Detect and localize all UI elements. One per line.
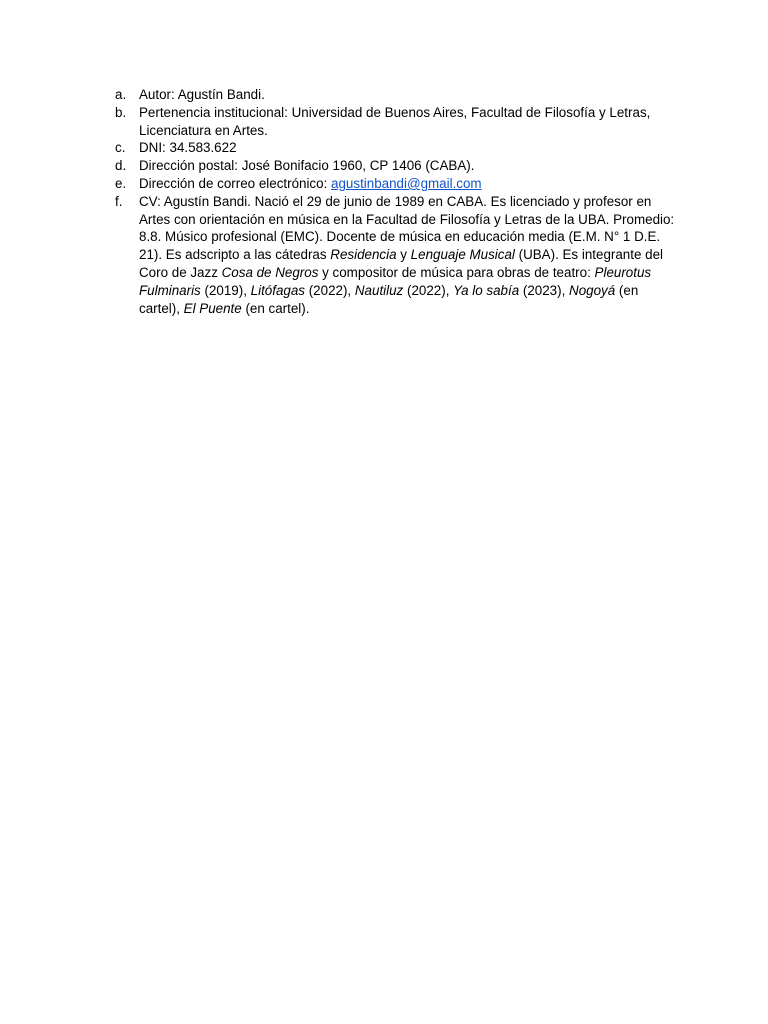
list-marker: c. xyxy=(115,140,126,156)
list-item-dni xyxy=(115,139,675,157)
cv-italic-title: Ya lo sabía xyxy=(453,282,520,298)
list-marker: f. xyxy=(115,193,123,209)
list-item-author xyxy=(115,86,675,104)
list-marker: e. xyxy=(115,175,127,191)
cv-paragraph xyxy=(139,194,674,316)
cv-text: (2022), xyxy=(403,282,454,298)
cv-italic-title: Residencia xyxy=(330,247,397,263)
list-marker: d. xyxy=(115,158,127,174)
cv-italic-title: Nautiluz xyxy=(354,282,404,298)
cv-text: (en cartel), xyxy=(139,282,639,316)
cv-italic-title: El Puente xyxy=(183,300,242,316)
author-text: Autor: Agustín Bandi. xyxy=(139,87,265,102)
list-marker: a. xyxy=(115,87,127,102)
cv-text: (UBA). Es integrante del Coro de Jazz xyxy=(139,247,663,280)
cv-italic-title: Litófagas xyxy=(250,282,305,298)
postal-address-text: Dirección postal: José Bonifacio 1960, CP 1406 (CABA). xyxy=(139,158,475,174)
list-item-email xyxy=(115,175,675,193)
institution-text: Pertenencia institucional: Universidad de Buenos Aires, Facultad de Filosofía y Letras, Licenciatura en Artes. xyxy=(139,104,651,138)
cv-italic-title: Nogoyá xyxy=(569,282,616,298)
cv-text: (2023), xyxy=(519,282,570,298)
list-marker: b. xyxy=(115,104,127,120)
cv-text: y xyxy=(396,247,411,263)
cv-text: (2019), xyxy=(200,282,251,298)
cv-italic-title: Pleurotus Fulminaris xyxy=(139,264,652,298)
dni-text: DNI: 34.583.622 xyxy=(139,140,237,156)
cv-italic-title: Cosa de Negros xyxy=(221,264,319,280)
author-info-list xyxy=(115,86,675,317)
cv-text: CV: Agustín Bandi. Nació el 29 de junio de 1989 en CABA. Es licenciado y profesor en Artes con orientación en música en la Facultad de Filosofía y Letras de la UBA. Promedio: 8.8. Músico profesional (EMC). Docente de música en educación media (E.M. N° 1 D.E. 21). Es adscripto a las cátedras xyxy=(139,193,675,263)
cv-text: (en cartel). xyxy=(241,300,310,316)
cv-italic-title: Lenguaje Musical xyxy=(410,247,515,263)
email-label: Dirección de correo electrónico: xyxy=(139,175,332,191)
list-item-postal-address xyxy=(115,157,675,175)
cv-text: (2022), xyxy=(305,282,355,298)
list-item-institution xyxy=(115,104,675,140)
cv-text: y compositor de música para obras de teatro: xyxy=(318,264,595,280)
list-item-cv xyxy=(115,193,675,318)
email-link[interactable]: agustinbandi@gmail.com xyxy=(331,175,482,191)
